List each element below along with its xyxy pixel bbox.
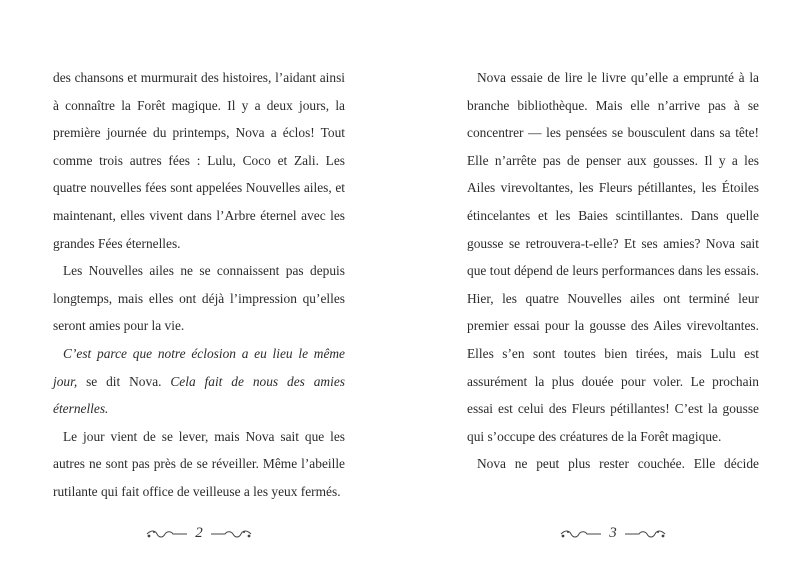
italic-thought: C’est parce que notre éclosion a eu lieu le même jour, <box>53 345 345 389</box>
left-flourish-icon <box>145 527 189 541</box>
right-page-footer <box>467 525 759 542</box>
italic-thought-paragraph <box>53 340 345 423</box>
right-flourish-icon <box>623 527 667 541</box>
italic-thought: Cela fait de nous des amies éternelles. <box>53 373 345 417</box>
paragraph: Nova ne peut plus rester couchée. Elle décide <box>477 456 759 472</box>
right-flourish-icon <box>209 527 253 541</box>
paragraph: des chansons et murmurait des histoires, l’aidant ainsi à connaître la Forêt magique. Il y a deux jours, la première journée du printemps, Nova a éclos! Tout comme trois autres fées : Lulu, Coco et Zali. Les quatre nouvelles fées sont appelées Nouvelles ailes, et maintenant, elles vivent dans l’Arbre éternel avec les grandes Fées éternelles. <box>53 70 345 251</box>
paragraph: Les Nouvelles ailes ne se connaissent pas depuis longtemps, mais elles ont déjà l’impression qu’elles seront amies pour la vie. <box>53 263 345 334</box>
paragraph: Nova essaie de lire le livre qu’elle a emprunté à la branche bibliothèque. Mais elle n’arrive pas à se concentrer — les pensées se bousculent dans sa tête! Elle n’arrête pas de penser aux gousses. Il y a les Ailes virevoltantes, les Fleurs pétillantes, les Étoiles étincelantes et les Baies scintillantes. Dans quelle gousse se retrouvera-t-elle? Et ses amies? Nova sait que tout dépend de leurs performances dans les essais. Hier, les quatre Nouvelles ailes ont terminé leur premier essai pour la gousse des Ailes virevoltantes. Elles s’en sont toutes bien tirées, mais Lulu est assurément la plus douée pour voler. Le prochain essai est celui des Fleurs pétillantes! C’est la gousse qui s’occupe des créatures de la Forêt magique. <box>467 70 759 444</box>
page-number: 3 <box>609 525 617 541</box>
right-page <box>467 64 759 478</box>
paragraph: Le jour vient de se lever, mais Nova sait que les autres ne sont pas près de se réveiller. Même l’abeille rutilante qui fait office de veilleuse a les yeux fermés. <box>53 428 345 499</box>
left-page <box>53 64 345 506</box>
left-page-footer <box>53 525 345 542</box>
page-number: 2 <box>195 525 203 541</box>
left-flourish-icon <box>559 527 603 541</box>
dialogue-tag: se dit Nova. <box>77 373 171 389</box>
